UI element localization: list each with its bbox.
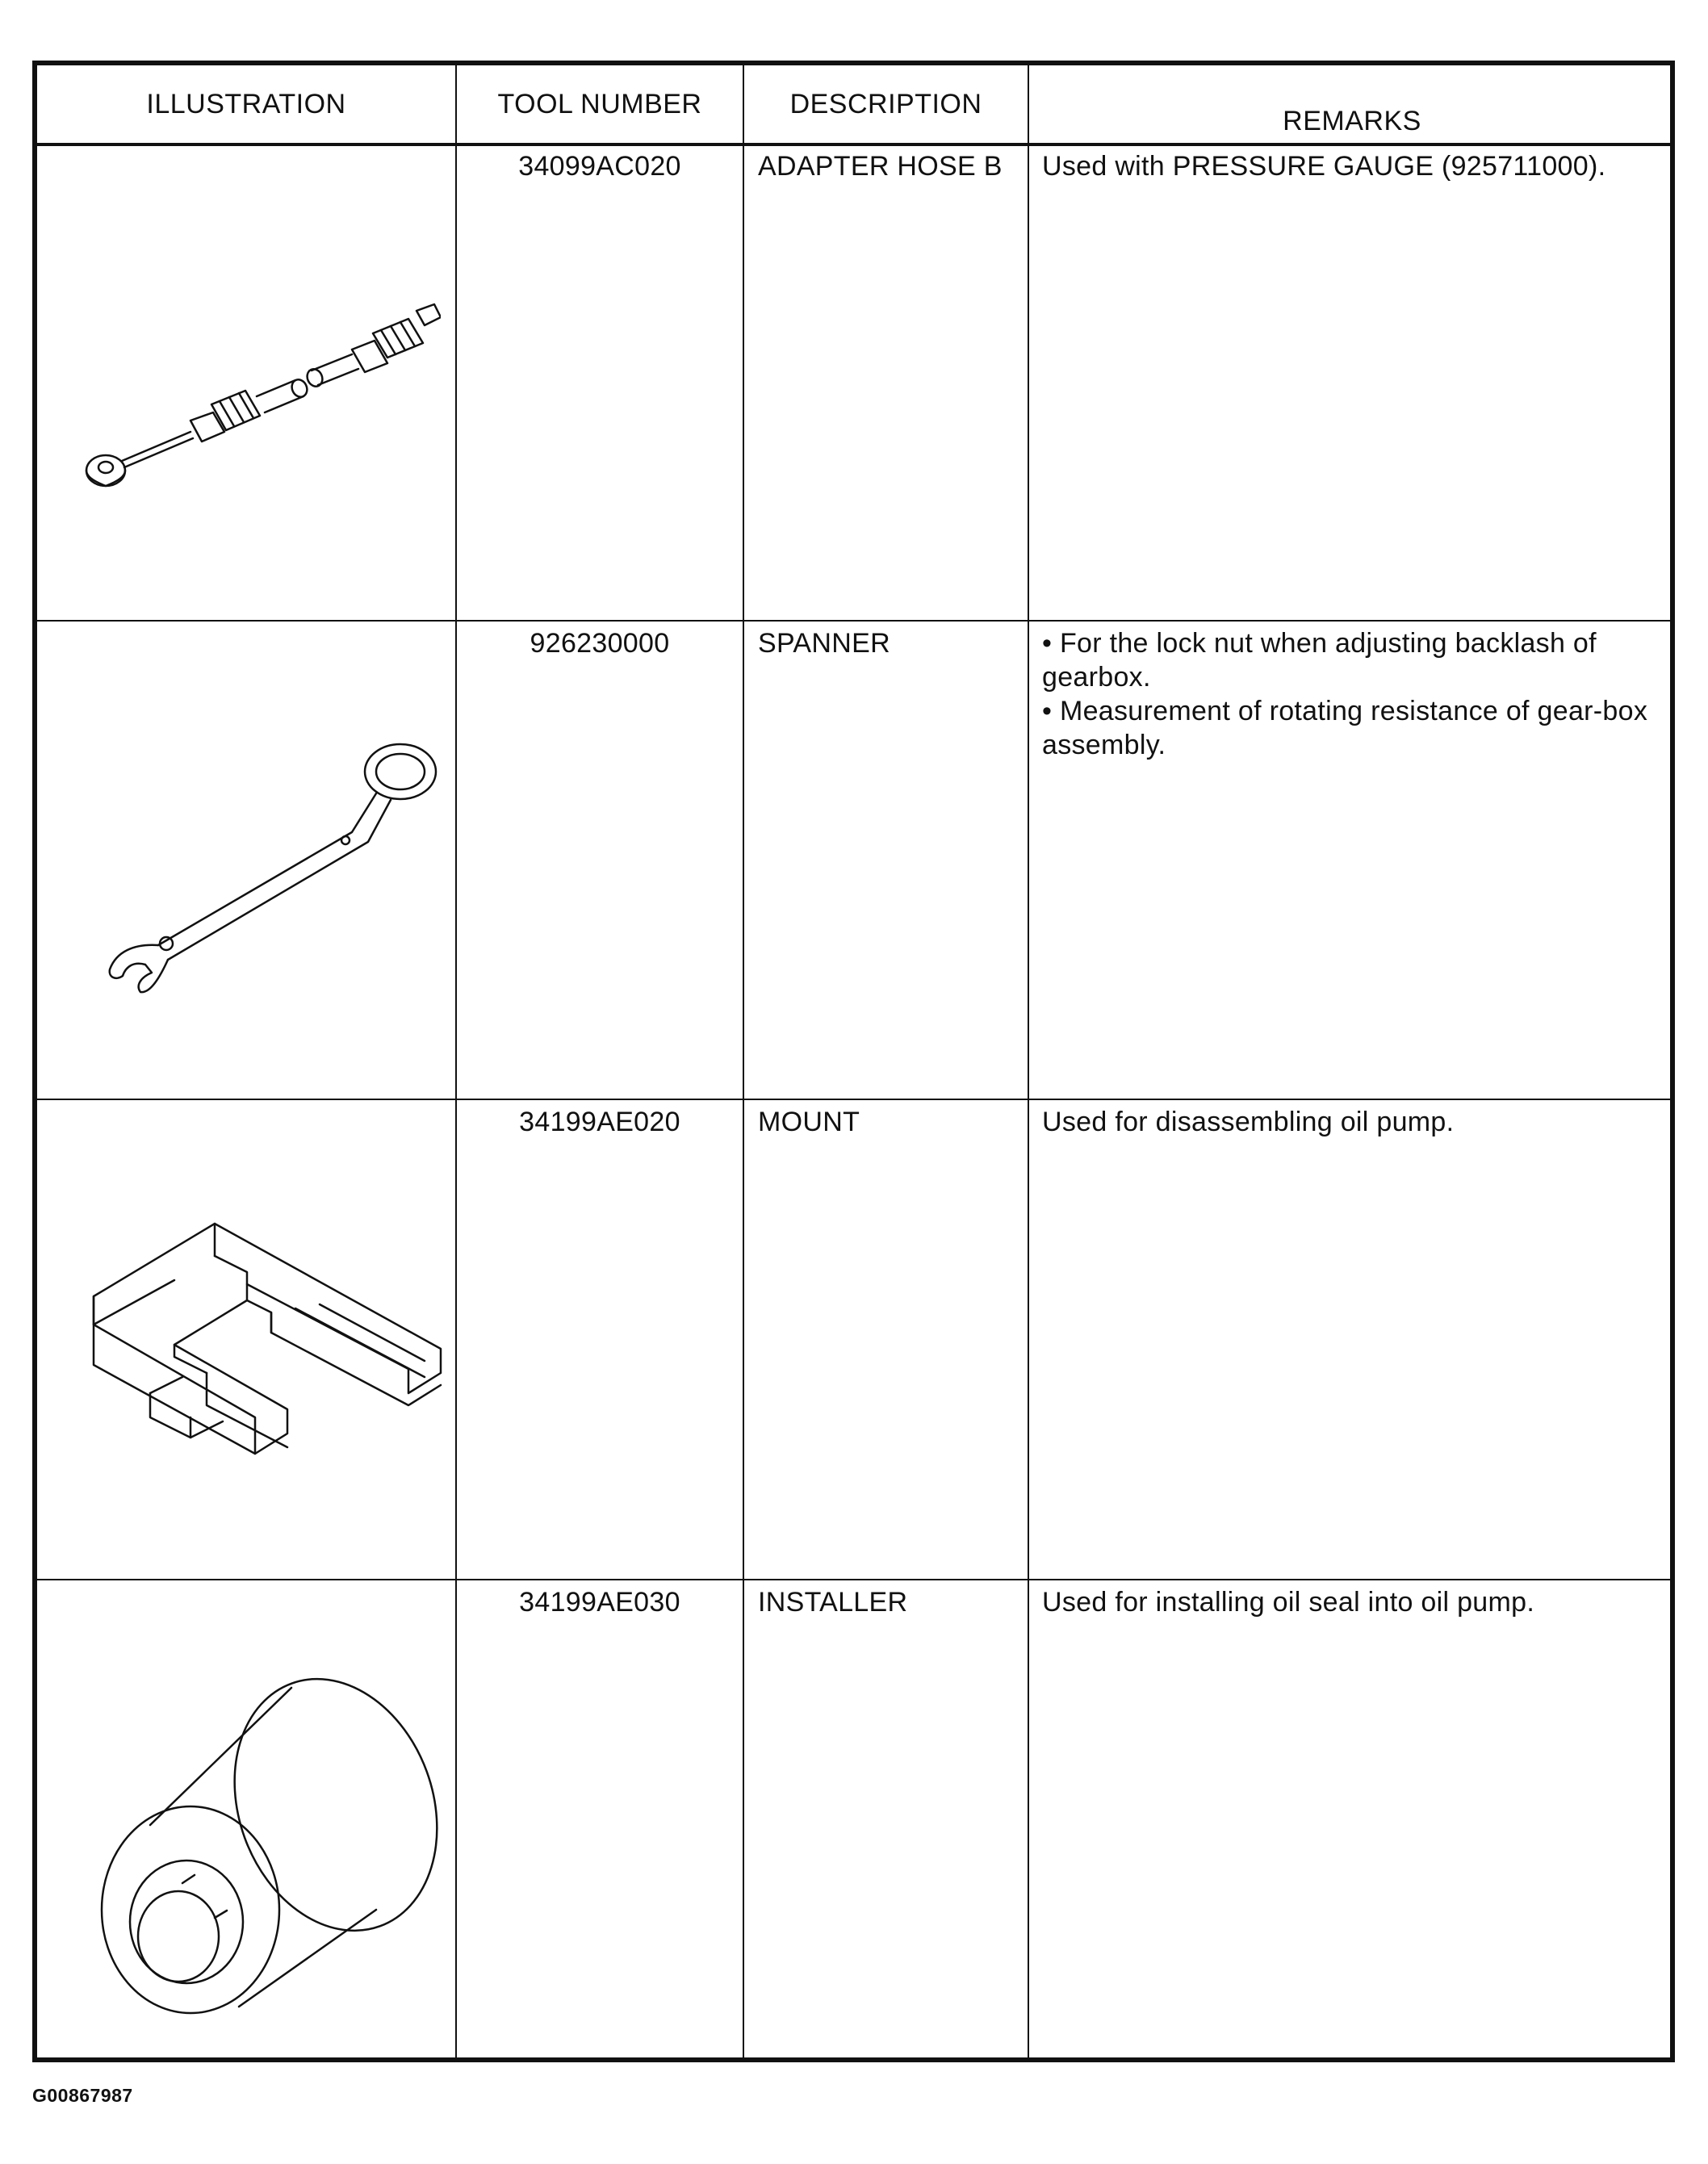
description-cell: SPANNER (758, 628, 890, 659)
remark-text: Used for installing oil seal into oil pump. (1042, 1587, 1535, 1618)
description-cell: INSTALLER (758, 1587, 908, 1618)
header-tool-number: TOOL NUMBER (497, 89, 702, 119)
row-divider (37, 1579, 1670, 1580)
remarks-cell (1042, 626, 1668, 762)
remark-bullet-item: • For the lock nut when adjusting backlash of gearbox. (1042, 628, 1597, 693)
header-description: DESCRIPTION (789, 89, 982, 119)
row-divider (37, 620, 1670, 622)
remark-bullet-item: • Measurement of rotating resistance of gear-box assembly. (1042, 696, 1648, 760)
installer-icon (86, 1664, 457, 2019)
header-divider (37, 143, 1670, 146)
remarks-cell (1042, 1105, 1664, 1139)
description-cell: MOUNT (758, 1107, 860, 1137)
figure-code: G00867987 (32, 2085, 133, 2106)
header-illustration: ILLUSTRATION (146, 89, 346, 119)
tool-number-cell: 926230000 (530, 628, 670, 659)
special-tools-table (32, 61, 1675, 2062)
remarks-cell (1042, 149, 1664, 183)
row-divider (37, 1099, 1670, 1100)
column-divider (743, 65, 744, 2057)
description-cell: ADAPTER HOSE B (758, 151, 1003, 182)
tool-number-cell: 34099AC020 (518, 151, 681, 182)
tool-number-cell: 34199AE030 (519, 1587, 680, 1618)
remark-text: Used for disassembling oil pump. (1042, 1107, 1455, 1137)
header-remarks: REMARKS (1283, 106, 1421, 136)
remarks-cell (1042, 1585, 1664, 1619)
spanner-icon (102, 735, 457, 1010)
column-divider (1028, 65, 1029, 2057)
tool-number-cell: 34199AE020 (519, 1107, 680, 1137)
mount-icon (86, 1220, 457, 1494)
adapter-hose-icon (69, 259, 441, 517)
remark-text: Used with PRESSURE GAUGE (925711000). (1042, 151, 1606, 182)
